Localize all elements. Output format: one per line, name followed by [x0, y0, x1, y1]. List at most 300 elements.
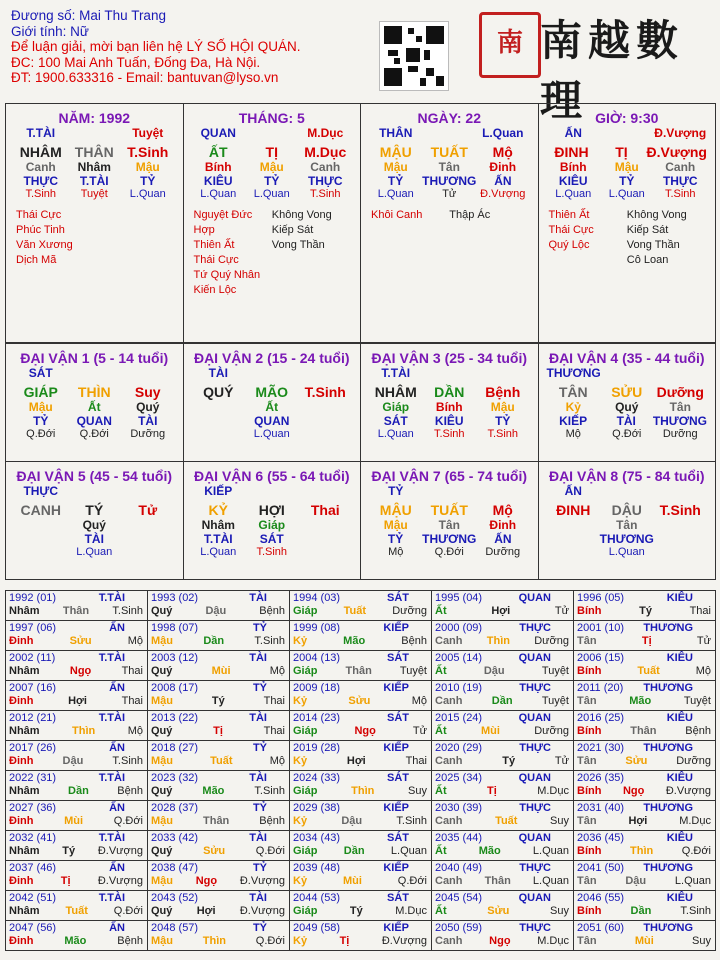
year-god: ẤN — [109, 922, 125, 934]
annual-luck-grid — [5, 590, 716, 951]
year-top — [432, 771, 573, 785]
year-label: 2025 (34) — [435, 772, 483, 784]
year-bottom — [574, 605, 715, 617]
year-top — [6, 831, 147, 845]
year-top — [574, 831, 715, 845]
dai-van-hidden-stems-item — [121, 518, 175, 532]
year-god: ẤN — [109, 742, 125, 754]
stars-right — [94, 208, 172, 268]
pillar-cell — [184, 104, 362, 343]
year-bottom — [574, 815, 715, 827]
pillar-title: GIỜ: 9:30 — [595, 110, 659, 126]
year-bottom — [574, 635, 715, 647]
year-god: TÀI — [249, 832, 267, 844]
year-cell — [6, 711, 148, 741]
pillar-top-item: T.TÀI — [26, 126, 56, 140]
year-stem: Đinh — [9, 635, 34, 647]
year-stem: Ất — [435, 725, 447, 737]
dai-van-hidden-phase-item: Q.Đới — [612, 428, 642, 440]
dai-van-main-item: Dưỡng — [656, 384, 704, 400]
year-god: TÀI — [249, 772, 267, 784]
year-phase: T.Sinh — [680, 905, 711, 917]
pillar-hidden-gods — [539, 174, 716, 188]
year-god: KIÊU — [666, 832, 693, 844]
dai-van-hidden-stems-item: Mậu — [490, 400, 515, 414]
year-stem: Canh — [435, 875, 463, 887]
year-branch: Mùi — [342, 875, 362, 887]
year-bottom — [432, 815, 573, 827]
year-top — [6, 891, 147, 905]
pillar-cell — [539, 104, 717, 343]
dai-van-top-item: TỶ — [388, 484, 404, 498]
year-branch: Tý — [639, 605, 652, 617]
year-label: 2034 (43) — [293, 832, 341, 844]
year-phase: Đ.Vượng — [97, 875, 143, 887]
dai-van-title: ĐẠI VẬN 5 (45 - 54 tuổi) — [16, 468, 173, 484]
dai-van-hidden-gods-item: TỶ — [495, 414, 511, 428]
year-phase: Tử — [696, 635, 711, 647]
year-branch: Dậu — [62, 755, 84, 767]
dai-van-top — [184, 366, 361, 380]
year-branch: Mão — [478, 845, 501, 857]
year-phase: M.Dục — [679, 815, 711, 827]
dai-van-title: ĐẠI VẬN 6 (55 - 64 tuổi) — [193, 468, 350, 484]
pillar-main-item: T.Sinh — [127, 144, 169, 160]
dai-van-hidden-stems-item: Mậu — [383, 518, 408, 532]
year-top — [290, 921, 431, 935]
year-god: THỰC — [519, 682, 551, 694]
pillar-hidden-stems — [539, 160, 716, 174]
year-label: 1994 (03) — [293, 592, 341, 604]
year-cell — [574, 681, 716, 711]
year-bottom — [574, 665, 715, 677]
year-god: THƯƠNG — [643, 622, 693, 634]
dai-van-hidden-gods-item: ẤN — [494, 532, 512, 546]
dai-van-main-item: DẦN — [434, 384, 465, 400]
year-god: KIÊU — [666, 712, 693, 724]
year-branch: Tị — [213, 725, 223, 737]
pillar-hidden-phase — [361, 188, 538, 200]
dai-van-main-item: TUẤT — [430, 502, 468, 518]
year-bottom — [290, 725, 431, 737]
dai-van-hidden-phase-item — [547, 546, 601, 558]
pillar-main-item: TUẤT — [430, 144, 468, 160]
pillar-hidden-phase-item: T.Sinh — [309, 188, 341, 200]
year-branch: Tý — [349, 905, 363, 917]
dai-van-main-item: Bệnh — [485, 384, 521, 400]
year-stem: Nhâm — [9, 665, 40, 677]
year-top — [148, 921, 289, 935]
dai-van-title: ĐẠI VẬN 8 (75 - 84 tuổi) — [548, 468, 705, 484]
dai-van-hidden-gods-item: QUAN — [76, 414, 112, 428]
year-stem: Nhâm — [9, 785, 40, 797]
year-god: KIẾP — [383, 802, 409, 814]
year-bottom — [148, 725, 289, 737]
header-line: ĐT: 1900.633316 - Email: bantuvan@lyso.vn — [11, 70, 279, 86]
year-cell — [432, 621, 574, 651]
year-cell — [148, 861, 290, 891]
dai-van-hidden-stems-item — [299, 400, 353, 414]
year-label: 1997 (06) — [9, 622, 57, 634]
year-stem: Mậu — [151, 935, 173, 947]
qr-code — [379, 21, 449, 91]
dai-van-hidden-gods — [184, 414, 361, 428]
year-stem: Mậu — [151, 875, 173, 887]
dai-van-main — [184, 384, 361, 400]
year-god: ẤN — [109, 802, 125, 814]
year-god: TỶ — [252, 862, 267, 874]
year-god: THƯƠNG — [643, 682, 693, 694]
dai-van-top-item: THƯƠNG — [546, 366, 601, 380]
pillar-hidden-phase — [539, 188, 716, 200]
year-cell — [290, 681, 432, 711]
year-god: TỶ — [252, 682, 267, 694]
year-cell — [290, 771, 432, 801]
year-god: KIẾP — [383, 742, 409, 754]
year-branch: Tuất — [495, 815, 518, 827]
year-top — [432, 711, 573, 725]
year-stem: Tân — [577, 815, 597, 827]
year-phase: Bệnh — [685, 725, 711, 737]
year-label: 2024 (33) — [293, 772, 341, 784]
year-phase: Suy — [692, 935, 711, 947]
dai-van-hidden-stems-item — [547, 518, 601, 532]
dai-van-hidden-phase-item — [299, 428, 353, 440]
year-bottom — [6, 695, 147, 707]
year-stem: Nhâm — [9, 905, 40, 917]
year-branch: Thìn — [351, 785, 375, 797]
year-cell — [148, 801, 290, 831]
year-god: SÁT — [387, 592, 409, 604]
pillar-title: THÁNG: 5 — [238, 110, 305, 126]
year-top — [432, 621, 573, 635]
year-stem: Mậu — [151, 695, 173, 707]
dai-van-hidden-phase-item: L.Quan — [253, 428, 290, 440]
year-stem: Canh — [435, 755, 463, 767]
year-top — [6, 651, 147, 665]
year-cell — [6, 801, 148, 831]
header-line: Giới tính: Nữ — [11, 23, 89, 39]
year-stem: Mậu — [151, 815, 173, 827]
year-branch: Mùi — [480, 725, 500, 737]
year-cell — [6, 891, 148, 921]
pillar-main-item: Đ.Vượng — [646, 144, 707, 160]
year-phase: Dưỡng — [534, 635, 569, 647]
year-god: KIÊU — [666, 772, 693, 784]
year-god: KIẾP — [383, 682, 409, 694]
year-branch: Thìn — [72, 725, 96, 737]
year-bottom — [6, 905, 147, 917]
dai-van-hidden-gods-item: SÁT — [259, 532, 284, 546]
year-god: TÀI — [249, 592, 267, 604]
pillar-top — [361, 126, 538, 140]
year-god: KIẾP — [383, 922, 409, 934]
year-label: 2010 (19) — [435, 682, 483, 694]
year-top — [574, 711, 715, 725]
year-phase: Đ.Vượng — [665, 785, 711, 797]
year-top — [6, 591, 147, 605]
pillar-top-item: ẤN — [564, 126, 582, 140]
dai-van-top — [361, 366, 538, 380]
dai-van-hidden-phase-item — [192, 428, 246, 440]
pillar-hidden-stems-item: Mậu — [383, 160, 408, 174]
year-stem: Nhâm — [9, 845, 40, 857]
year-cell — [6, 771, 148, 801]
year-branch: Dậu — [205, 605, 227, 617]
dai-van-hidden-gods-item — [192, 414, 246, 428]
dai-van-hidden-phase-item: L.Quan — [377, 428, 414, 440]
year-cell — [6, 681, 148, 711]
year-cell — [574, 771, 716, 801]
pillar-hidden-stems-item: Canh — [665, 160, 696, 174]
year-phase: Thai — [121, 695, 143, 707]
dai-van-main-item: HỢI — [258, 502, 285, 518]
pillar-main-item: NHÂM — [19, 144, 62, 160]
pillar-main-item: TỊ — [615, 144, 628, 160]
year-label: 2020 (29) — [435, 742, 483, 754]
year-top — [574, 651, 715, 665]
pillar-top-item — [245, 126, 299, 140]
year-god: TỶ — [252, 742, 267, 754]
year-label: 2041 (50) — [577, 862, 625, 874]
year-top — [290, 861, 431, 875]
dai-van-main-item: TÂN — [558, 384, 588, 400]
year-cell — [6, 921, 148, 951]
dai-van-hidden-phase-item: Q.Đới — [79, 428, 109, 440]
dai-van-hidden-gods-item: TỶ — [33, 414, 49, 428]
dai-van-cell — [539, 344, 717, 462]
dai-van-grid — [5, 343, 716, 580]
dai-van-top — [539, 484, 716, 498]
year-god: SÁT — [387, 772, 409, 784]
year-bottom — [574, 725, 715, 737]
pillar-hidden-gods-item: THƯƠNG — [422, 174, 477, 188]
year-god: TỶ — [252, 802, 267, 814]
year-branch: Dần — [630, 905, 652, 917]
year-top — [432, 891, 573, 905]
year-phase: Dưỡng — [534, 725, 569, 737]
dai-van-hidden-stems-item: Đinh — [489, 518, 517, 532]
dai-van-top-item — [245, 366, 299, 380]
year-cell — [148, 831, 290, 861]
year-phase: Tử — [554, 755, 569, 767]
year-god: SÁT — [387, 652, 409, 664]
year-top — [6, 711, 147, 725]
year-top — [290, 681, 431, 695]
dai-van-hidden-stems-item — [192, 400, 246, 414]
dai-van-hidden-stems-item: Giáp — [258, 518, 286, 532]
year-branch: Sửu — [348, 695, 371, 707]
year-bottom — [6, 815, 147, 827]
year-branch: Mão — [343, 635, 366, 647]
year-phase: Đ.Vượng — [239, 905, 285, 917]
year-cell — [432, 771, 574, 801]
year-cell — [6, 591, 148, 621]
year-top — [148, 711, 289, 725]
dai-van-hidden-gods — [6, 414, 183, 428]
dai-van-hidden-stems — [184, 518, 361, 532]
pillar-hidden-stems — [361, 160, 538, 174]
year-cell — [148, 621, 290, 651]
year-branch: Thân — [62, 605, 90, 617]
pillar-hidden-phase-item: Đ.Vượng — [480, 188, 526, 200]
star-item: Dịch Mã — [16, 254, 57, 266]
year-god: T.TÀI — [98, 832, 125, 844]
star-item: Phúc Tinh — [16, 224, 65, 236]
year-cell — [574, 651, 716, 681]
year-cell — [148, 651, 290, 681]
year-label: 2002 (11) — [9, 652, 56, 664]
year-cell — [432, 681, 574, 711]
year-god: THƯƠNG — [643, 862, 693, 874]
dai-van-hidden-gods-item — [299, 532, 353, 546]
year-label: 2014 (23) — [293, 712, 341, 724]
year-phase: Mộ — [695, 665, 711, 677]
pillar-hidden-phase-item: L.Quan — [555, 188, 592, 200]
dai-van-hidden-gods — [539, 414, 716, 428]
pillar-hidden-stems-item: Nhâm — [77, 160, 111, 174]
year-branch: Hợi — [68, 695, 87, 707]
year-bottom — [6, 785, 147, 797]
pillar-top-item: THÂN — [379, 126, 413, 140]
pillar-hidden-gods-item: T.TÀI — [79, 174, 109, 188]
year-phase: Tuyệt — [541, 665, 569, 677]
dai-van-main-item: DẬU — [611, 502, 642, 518]
year-label: 2033 (42) — [151, 832, 199, 844]
year-bottom — [432, 665, 573, 677]
pillar-cell — [361, 104, 539, 343]
pillar-main — [361, 144, 538, 160]
year-bottom — [290, 755, 431, 767]
dai-van-hidden-phase-item: L.Quan — [76, 546, 113, 558]
pillar-main-item: MẬU — [379, 144, 412, 160]
dai-van-top — [6, 366, 183, 380]
year-branch: Ngọ — [622, 785, 645, 797]
year-branch: Tị — [487, 785, 497, 797]
year-bottom — [290, 665, 431, 677]
stars-left — [549, 208, 627, 268]
year-stem: Giáp — [293, 845, 318, 857]
dai-van-hidden-phase-item: T.Sinh — [256, 546, 288, 558]
year-cell — [6, 621, 148, 651]
year-stem: Canh — [435, 695, 463, 707]
year-stem: Tân — [577, 875, 597, 887]
year-phase: M.Dục — [395, 905, 427, 917]
year-phase: Thai — [263, 725, 285, 737]
year-bottom — [148, 815, 289, 827]
year-god: QUAN — [518, 592, 551, 604]
dai-van-top-item — [654, 366, 707, 380]
year-god: T.TÀI — [98, 652, 125, 664]
star-item: Cô Loan — [626, 254, 669, 266]
dai-van-hidden-gods — [6, 532, 183, 546]
year-cell — [290, 801, 432, 831]
pillar-main-item: ĐINH — [554, 144, 589, 160]
year-top — [574, 921, 715, 935]
year-branch: Tuất — [343, 605, 367, 617]
year-stem: Đinh — [9, 815, 34, 827]
year-god: KIẾP — [383, 862, 409, 874]
dai-van-hidden-stems — [6, 400, 183, 414]
year-phase: Tử — [412, 725, 427, 737]
year-god: QUAN — [518, 772, 551, 784]
year-bottom — [290, 785, 431, 797]
year-label: 1995 (04) — [435, 592, 483, 604]
dai-van-hidden-phase-item: Mộ — [565, 428, 581, 440]
header-line: Để luận giải, mời bạn liên hệ LÝ SỐ HỘI QUÁN. — [11, 39, 301, 55]
pillar-hidden-phase-item: T.Sinh — [664, 188, 696, 200]
year-phase: T.Sinh — [254, 635, 285, 647]
dai-van-hidden-stems-item: Tân — [616, 518, 638, 532]
year-top — [290, 591, 431, 605]
pillar-hidden-stems-item: Bính — [559, 160, 587, 174]
year-branch: Ngọ — [489, 935, 511, 947]
dai-van-hidden-stems-item: Quý — [82, 518, 106, 532]
year-branch: Sửu — [625, 755, 648, 767]
year-top — [290, 891, 431, 905]
dai-van-hidden-gods-item — [547, 532, 600, 546]
year-bottom — [6, 845, 147, 857]
year-branch: Ngọ — [354, 725, 376, 737]
star-item: Tứ Quý Nhân — [193, 269, 261, 281]
year-bottom — [148, 605, 289, 617]
year-stem: Canh — [435, 935, 463, 947]
year-bottom — [574, 695, 715, 707]
year-bottom — [432, 785, 573, 797]
year-top — [290, 711, 431, 725]
year-top — [432, 591, 573, 605]
year-label: 2031 (40) — [577, 802, 625, 814]
year-bottom — [290, 695, 431, 707]
year-cell — [148, 741, 290, 771]
year-stem: Kỷ — [293, 875, 308, 887]
pillar-hidden-gods-item: THỰC — [662, 174, 698, 188]
dai-van-main-item: THÌN — [77, 384, 111, 400]
year-stem: Giáp — [293, 905, 318, 917]
dai-van-hidden-stems — [184, 400, 361, 414]
year-stem: Nhâm — [9, 605, 40, 617]
dai-van-main-item: ĐINH — [556, 502, 591, 518]
year-top — [290, 621, 431, 635]
star-item: Thiên Ất — [193, 239, 235, 251]
year-branch: Dậu — [625, 875, 647, 887]
year-stem: Tân — [577, 935, 597, 947]
year-top — [574, 771, 715, 785]
year-stem: Đinh — [9, 935, 34, 947]
year-branch: Thìn — [486, 635, 510, 647]
dai-van-hidden-gods-item: THƯƠNG — [422, 532, 477, 546]
pillar-main-item: ẤT — [208, 144, 228, 160]
year-phase: Mộ — [411, 695, 427, 707]
dai-van-hidden-stems — [539, 400, 716, 414]
dai-van-hidden-stems-item: Ất — [87, 400, 101, 414]
pillar-title: NĂM: 1992 — [58, 110, 131, 126]
pillar-main-item: THÂN — [74, 144, 114, 160]
year-cell — [148, 891, 290, 921]
dai-van-cell — [184, 462, 362, 580]
dai-van-hidden-gods-item: QUAN — [254, 414, 290, 428]
dai-van-hidden-stems-item: Tân — [438, 518, 460, 532]
pillar-hidden-phase — [6, 188, 183, 200]
pillar-hidden-gods — [184, 174, 361, 188]
year-label: 2046 (55) — [577, 892, 625, 904]
year-god: THƯƠNG — [643, 802, 693, 814]
year-phase: Suy — [550, 905, 569, 917]
year-cell — [6, 831, 148, 861]
year-branch: Mùi — [211, 665, 231, 677]
pillar-hidden-phase-item: L.Quan — [377, 188, 414, 200]
year-bottom — [574, 845, 715, 857]
